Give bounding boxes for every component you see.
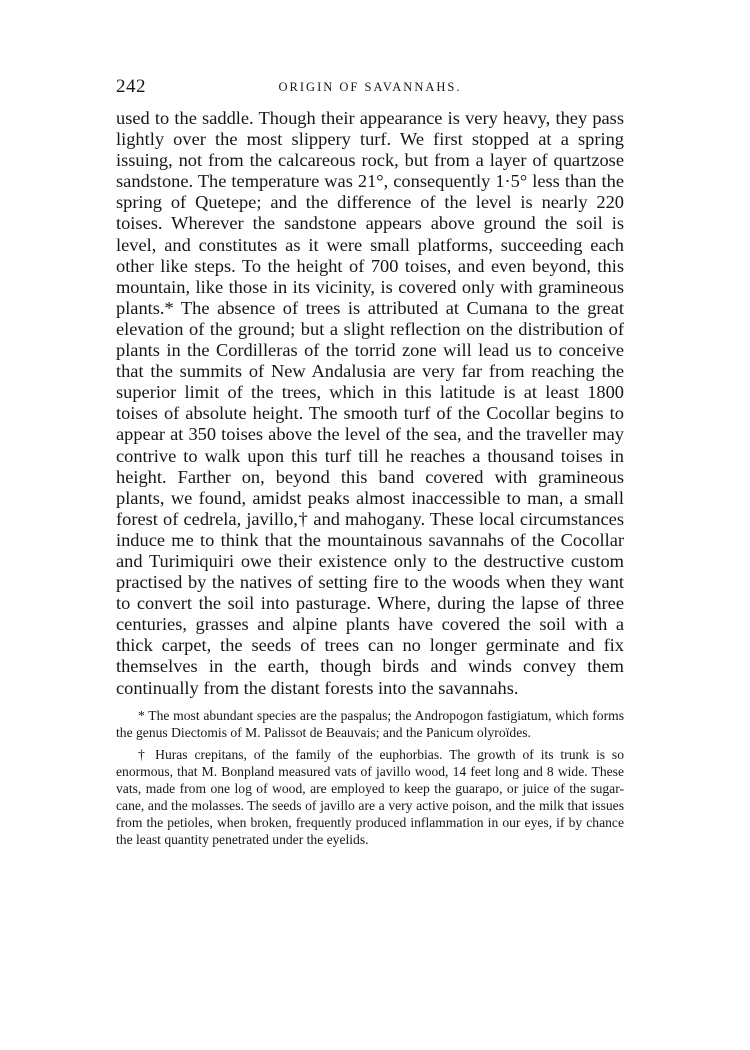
page-header <box>116 76 624 104</box>
footnote-dagger: † Huras crepitans, of the family of the euphorbias. The growth of its trunk is so enormous, that M. Bonpland measured vats of javillo wood, 14 feet long and 8 wide. These vats, made from one log of wood, are employed to keep the guarapo, or juice of the sugar-cane, and the molasses. The seeds of javillo are a very active poison, and the milk that issues from the petioles, when broken, frequently produced inflammation in our eyes, if by chance the least quantity penetrated under the eyelids. <box>116 746 624 847</box>
book-page <box>116 76 624 848</box>
page-number: 242 <box>116 76 146 97</box>
footnote-asterisk: * The most abundant species are the paspalus; the Andropogon fastigiatum, which forms the genus Diectomis of M. Palissot de Beauvais; and the Panicum olyroïdes. <box>116 707 624 740</box>
running-head: ORIGIN OF SAVANNAHS. <box>278 80 462 94</box>
body-paragraph: used to the saddle. Though their appearance is very heavy, they pass lightly over the most slippery turf. We first stopped at a spring issuing, not from the calcareous rock, but from a layer of quartzose sandstone. The temperature was 21°, consequently 1·5° less than the spring of Quetepe; and the difference of the level is nearly 220 toises. Wherever the sandstone appears above ground the soil is level, and constitutes as it were small platforms, succeeding each other like steps. To the height of 700 toises, and even beyond, this mountain, like those in its vicinity, is covered only with gramineous plants.* The absence of trees is attributed at Cumana to the great elevation of the ground; but a slight reflection on the distribution of plants in the Cordilleras of the torrid zone will lead us to conceive that the summits of New Andalusia are very far from reaching the superior limit of the trees, which in this latitude is at least 1800 toises of absolute height. The smooth turf of the Cocollar begins to appear at 350 toises above the level of the sea, and the traveller may contrive to walk upon this turf till he reaches a thousand toises in height. Farther on, beyond this band covered with gramineous plants, we found, amidst peaks almost inaccessible to man, a small forest of cedrela, javillo,† and mahogany. These local circumstances induce me to think that the mountainous savannahs of the Cocollar and Turimiquiri owe their existence only to the destructive custom practised by the natives of setting fire to the woods when they want to convert the soil into pasturage. Where, during the lapse of three centuries, grasses and alpine plants have covered the soil with a thick carpet, the seeds of trees can no longer germinate and fix themselves in the earth, though birds and winds convey them continually from the distant forests into the savannahs. <box>116 108 624 698</box>
